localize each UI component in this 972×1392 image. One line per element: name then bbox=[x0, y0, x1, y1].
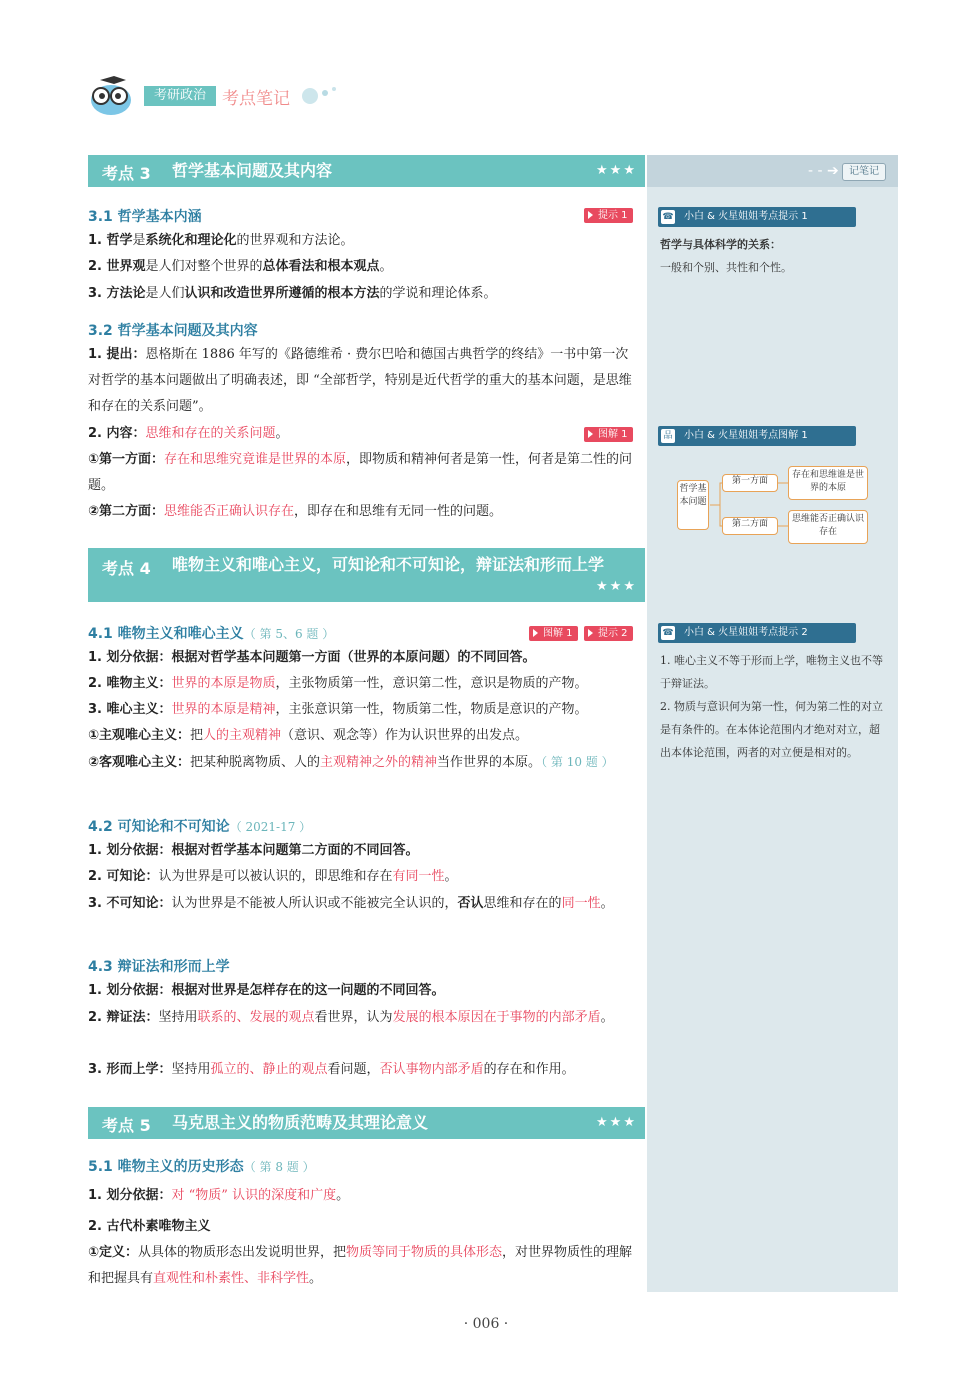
tip-1-label bbox=[658, 207, 856, 227]
s3-para-3: ①第一方面：存在和思维究竟谁是世界的本原，即物质和精神何者是第一性，何者是第二性的问题。 bbox=[88, 452, 633, 493]
tip-1-title: 哲学与具体科学的关系： bbox=[660, 238, 781, 251]
tip-2-text-2: 2. 物质与意识何为第一性，何为第二性的对立是有条件的。在本体论范围内才绝对对立，超出本体论范围，两者的对立便是相对的。 bbox=[660, 700, 883, 759]
tip-1-label-text: 小白 & 火星姐姐考点提示 1 bbox=[684, 211, 808, 222]
diagram-1-link[interactable]: 图解 1 bbox=[529, 626, 578, 641]
section-3-banner bbox=[88, 155, 645, 187]
s4-line-5: ②客观唯心主义：把某种脱离物质、人的主观精神之外的精神当作世界的本原。（ 第 10 题 ） bbox=[88, 755, 614, 770]
s3-para-4: ②第二方面：思维能否正确认识存在，即存在和思维有无同一性的问题。 bbox=[88, 504, 503, 519]
tip-2-label-text: 小白 & 火星姐姐考点提示 2 bbox=[684, 627, 808, 638]
tip-2-label bbox=[658, 623, 856, 643]
subsection-4-2-title: 4.2 可知论和不可知论（ 2021-17 ） bbox=[88, 819, 312, 835]
s3-line-2: 2. 世界观是人们对整个世界的总体看法和根本观点。 bbox=[88, 259, 393, 274]
s3-line-1: 1. 哲学是系统化和理论化的世界观和方法论。 bbox=[88, 233, 354, 248]
diagram-1-link[interactable]: 图解 1 bbox=[584, 427, 633, 442]
section-4-title: 唯物主义和唯心主义，可知论和不可知论，辩证法和形而上学 bbox=[172, 555, 605, 574]
mascot-logo-icon bbox=[86, 74, 136, 116]
tip-bell-icon: ☎ bbox=[662, 212, 674, 222]
s5-line-3: ①定义：从具体的物质形态出发说明世界，把物质等同于物质的具体形态，对世界物质性的理解和把握具有直观性和朴素性、非科学性。 bbox=[88, 1245, 633, 1286]
decorative-dots-icon bbox=[300, 84, 344, 106]
arrow-right-icon: - - ➔ bbox=[808, 163, 839, 179]
section-4-number: 考点 4 bbox=[102, 559, 151, 578]
page-number: · 006 · bbox=[463, 1316, 509, 1332]
section-3-number: 考点 3 bbox=[102, 164, 151, 183]
diagram-1-label-text: 小白 & 火星姐姐考点图解 1 bbox=[684, 430, 808, 441]
s3-para-2: 2. 内容：思维和存在的关系问题。 bbox=[88, 426, 289, 441]
diagram-icon: 品 bbox=[661, 429, 675, 443]
section-3-stars: ★★★ bbox=[596, 163, 637, 178]
subsection-4-3-title: 4.3 辩证法和形而上学 bbox=[88, 959, 230, 975]
section-3-title: 哲学基本问题及其内容 bbox=[172, 161, 333, 180]
subsection-5-1-title: 5.1 唯物主义的历史形态（ 第 8 题 ） bbox=[88, 1159, 315, 1175]
s4-line-1: 1. 划分依据：根据对哲学基本问题第一方面（世界的本原问题）的不同回答。 bbox=[88, 650, 536, 665]
s4-line-3: 3. 唯心主义：世界的本原是精神，主张意识第一性，物质第二性，物质是意识的产物。 bbox=[88, 702, 588, 717]
s5-line-2: 2. 古代朴素唯物主义 bbox=[88, 1219, 211, 1234]
diagram-1-label bbox=[658, 426, 856, 446]
tip-1-link[interactable]: 提示 1 bbox=[584, 208, 633, 223]
brand-note-title: 考点笔记 bbox=[222, 89, 290, 109]
section-5-banner bbox=[88, 1107, 645, 1139]
section-5-number: 考点 5 bbox=[102, 1116, 151, 1135]
s4-line-2: 2. 唯物主义：世界的本原是物质，主张物质第一性，意识第二性，意识是物质的产物。 bbox=[88, 676, 588, 691]
take-notes-button[interactable]: 记笔记 bbox=[842, 163, 886, 181]
subsection-3-1-title: 3.1 哲学基本内涵 bbox=[88, 209, 202, 225]
mindmap-branch-2: 第二方面 bbox=[722, 517, 778, 535]
s4-2-line-2: 2. 可知论：认为世界是可以被认识的，即思维和存在有同一性。 bbox=[88, 869, 458, 884]
mindmap-leaf-1: 存在和思维谁是世界的本原 bbox=[788, 466, 868, 500]
mindmap-root: 哲学基本问题 bbox=[677, 480, 709, 530]
s4-3-line-2: 2. 辩证法：坚持用联系的、发展的观点看世界，认为发展的根本原因在于事物的内部矛盾。 bbox=[88, 1010, 614, 1025]
tip-2-link[interactable]: 提示 2 bbox=[584, 626, 633, 641]
mindmap-leaf-2: 思维能否正确认识存在 bbox=[788, 510, 868, 544]
tip-2-text-1: 1. 唯心主义不等于形而上学，唯物主义也不等于辩证法。 bbox=[660, 654, 883, 690]
section-5-title: 马克思主义的物质范畴及其理论意义 bbox=[172, 1113, 429, 1132]
s3-line-3: 3. 方法论是人们认识和改造世界所遵循的根本方法的学说和理论体系。 bbox=[88, 286, 497, 301]
tip-1-text: 一般和个别、共性和个性。 bbox=[660, 261, 792, 274]
s4-3-line-3: 3. 形而上学：坚持用孤立的、静止的观点看问题，否认事物内部矛盾的存在和作用。 bbox=[88, 1062, 575, 1077]
subsection-3-2-title: 3.2 哲学基本问题及其内容 bbox=[88, 323, 258, 339]
s4-2-line-1: 1. 划分依据：根据对哲学基本问题第二方面的不同回答。 bbox=[88, 843, 419, 858]
s4-line-4: ①主观唯心主义：把人的主观精神（意识、观念等）作为认识世界的出发点。 bbox=[88, 728, 529, 743]
section-4-banner bbox=[88, 548, 645, 602]
s4-2-line-3: 3. 不可知论：认为世界是不能被人所认识或不能被完全认识的，否认思维和存在的同一性。 bbox=[88, 896, 614, 911]
mindmap-branch-1: 第一方面 bbox=[722, 474, 778, 492]
tip-bell-icon: ☎ bbox=[662, 628, 674, 638]
s5-line-1: 1. 划分依据：对 “物质” 认识的深度和广度。 bbox=[88, 1188, 350, 1203]
section-4-stars: ★★★ bbox=[596, 579, 637, 594]
section-5-stars: ★★★ bbox=[596, 1115, 637, 1130]
brand-box: 考研政治 bbox=[144, 86, 216, 106]
s4-3-line-1: 1. 划分依据：根据对世界是怎样存在的这一问题的不同回答。 bbox=[88, 983, 445, 998]
s3-para-1: 1. 提出：恩格斯在 1886 年写的《路德维希 · 费尔巴哈和德国古典哲学的终结》一书中第一次对哲学的基本问题做出了明确表述，即 “全部哲学，特别是近代哲学的重大的基本问题，是思维和存在的关系问题”。 bbox=[88, 347, 632, 414]
subsection-4-1-title: 4.1 唯物主义和唯心主义（ 第 5、6 题 ） bbox=[88, 626, 335, 642]
